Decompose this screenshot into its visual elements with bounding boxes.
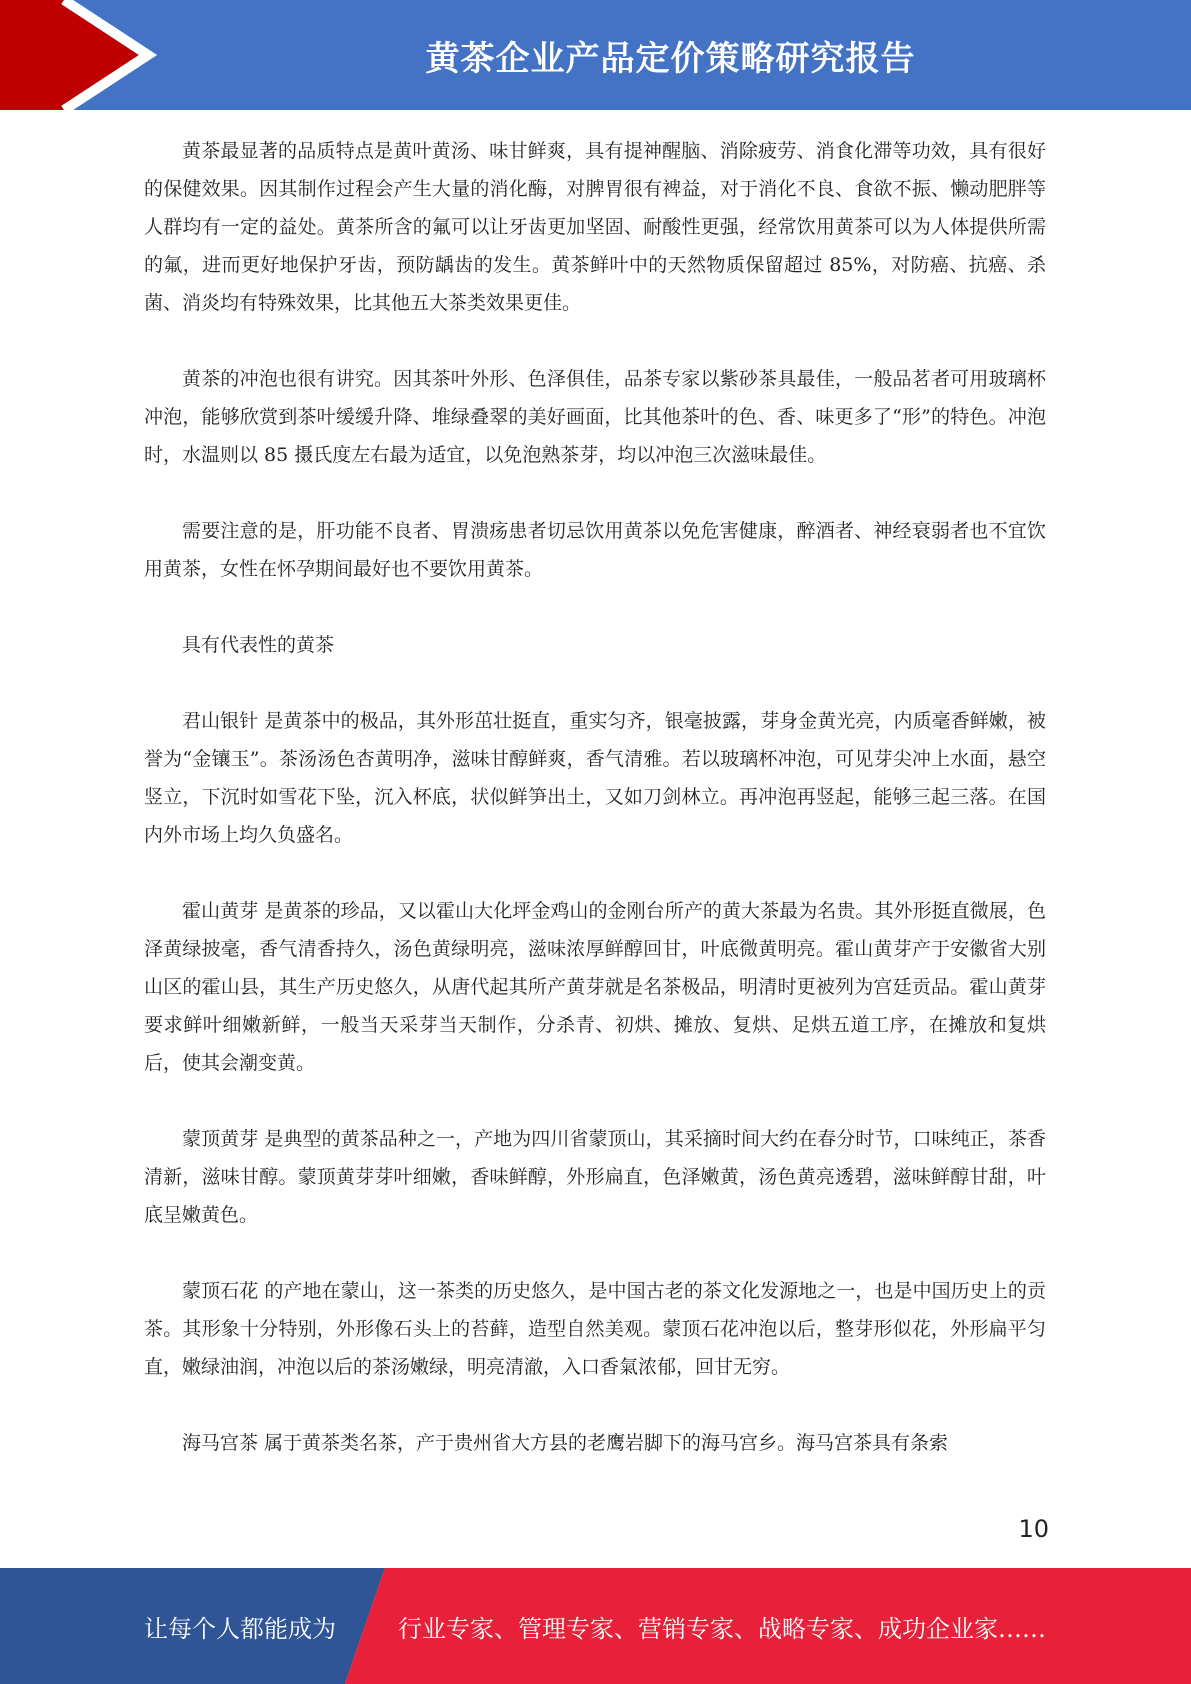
page-header bbox=[0, 0, 1191, 110]
paragraph-haimagong: 海马宫茶 属于黄茶类名茶，产于贵州省大方县的老鹰岩脚下的海马宫乡。海马宫茶具有条索 bbox=[182, 1432, 949, 1454]
paragraph-huoshan-huangya: 霍山黄芽 是黄茶的珍品，又以霍山大化坪金鸡山的金刚台所产的黄大茶最为名贵。其外形挺直微展，色泽黄绿披毫，香气清香持久，汤色黄绿明亮，滋味浓厚鲜醇回甘，叶底微黄明亮。霍山黄芽产于安徽省大别山区的霍山县，其生产历史悠久，从唐代起其所产黄芽就是名茶极品，明清时更被列为宫廷贡品。霍山黄芽要求鲜叶细嫩新鲜，一般当天采芽当天制作，分杀青、初烘、摊放、复烘、足烘五道工序，在摊放和复烘后，使其会潮变黄。 bbox=[144, 900, 1046, 1074]
paragraph-caution: 需要注意的是，肝功能不良者、胃溃疡患者切忌饮用黄茶以免危害健康，醉酒者、神经衰弱者也不宜饮用黄茶，女性在怀孕期间最好也不要饮用黄茶。 bbox=[144, 520, 1046, 580]
paragraph-junshan-yinzhen: 君山银针 是黄茶中的极品，其外形茁壮挺直，重实匀齐，银毫披露，芽身金黄光亮，内质毫香鲜嫩，被誉为“金镶玉”。茶汤汤色杏黄明净，滋味甘醇鲜爽，香气清雅。若以玻璃杯冲泡，可见芽尖冲上水面，悬空竖立，下沉时如雪花下坠，沉入杯底，状似鲜笋出土，又如刀剑林立。再冲泡再竖起，能够三起三落。在国内外市场上均久负盛名。 bbox=[144, 710, 1046, 846]
footer-slogan-left: 让每个人都能成为 bbox=[144, 1614, 336, 1643]
page-title: 黄茶企业产品定价策略研究报告 bbox=[425, 38, 916, 79]
paragraph-mengding-shihua: 蒙顶石花 的产地在蒙山，这一茶类的历史悠久，是中国古老的茶文化发源地之一，也是中国历史上的贡茶。其形象十分特别，外形像石头上的苔藓，造型自然美观。蒙顶石花冲泡以后，整芽形似花，外形扁平匀直，嫩绿油润，冲泡以后的茶汤嫩绿，明亮清澈，入口香氣浓郁，回甘无穷。 bbox=[144, 1280, 1046, 1378]
paragraph-quality: 黄茶最显著的品质特点是黄叶黄汤、味甘鲜爽，具有提神醒脑、消除疲劳、消食化滞等功效，具有很好的保健效果。因其制作过程会产生大量的消化酶，对脾胃很有裨益，对于消化不良、食欲不振、懒动肥胖等人群均有一定的益处。黄茶所含的氟可以让牙齿更加坚固、耐酸性更强，经常饮用黄茶可以为人体提供所需的氟，进而更好地保护牙齿，预防龋齿的发生。黄茶鲜叶中的天然物质保留超过 85%，对防癌、抗癌、杀菌、消炎均有特殊效果，比其他五大茶类效果更佳。 bbox=[144, 140, 1046, 314]
footer-slogan-right: 行业专家、管理专家、营销专家、战略专家、成功企业家…… bbox=[398, 1614, 1046, 1643]
paragraph-brewing: 黄茶的冲泡也很有讲究。因其茶叶外形、色泽俱佳，品茶专家以紫砂茶具最佳，一般品茗者可用玻璃杯冲泡，能够欣赏到茶叶缓缓升降、堆绿叠翠的美好画面，比其他茶叶的色、香、味更多了“形”的特色。冲泡时，水温则以 85 摄氏度左右最为适宜，以免泡熟茶芽，均以冲泡三次滋味最佳。 bbox=[144, 368, 1046, 466]
page-number: 10 bbox=[1018, 1515, 1049, 1543]
paragraph-mengding-huangya: 蒙顶黄芽 是典型的黄茶品种之一，产地为四川省蒙顶山，其采摘时间大约在春分时节，口味纯正，茶香清新，滋味甘醇。蒙顶黄芽芽叶细嫩，香味鲜醇，外形扁直，色泽嫩黄，汤色黄亮透碧，滋味鲜醇甘甜，叶底呈嫩黄色。 bbox=[144, 1128, 1046, 1226]
page-footer bbox=[0, 1568, 1191, 1684]
header-red-arrow bbox=[0, 0, 148, 110]
report-body bbox=[144, 132, 1046, 1462]
section-heading-representative-teas: 具有代表性的黄茶 bbox=[182, 634, 335, 656]
